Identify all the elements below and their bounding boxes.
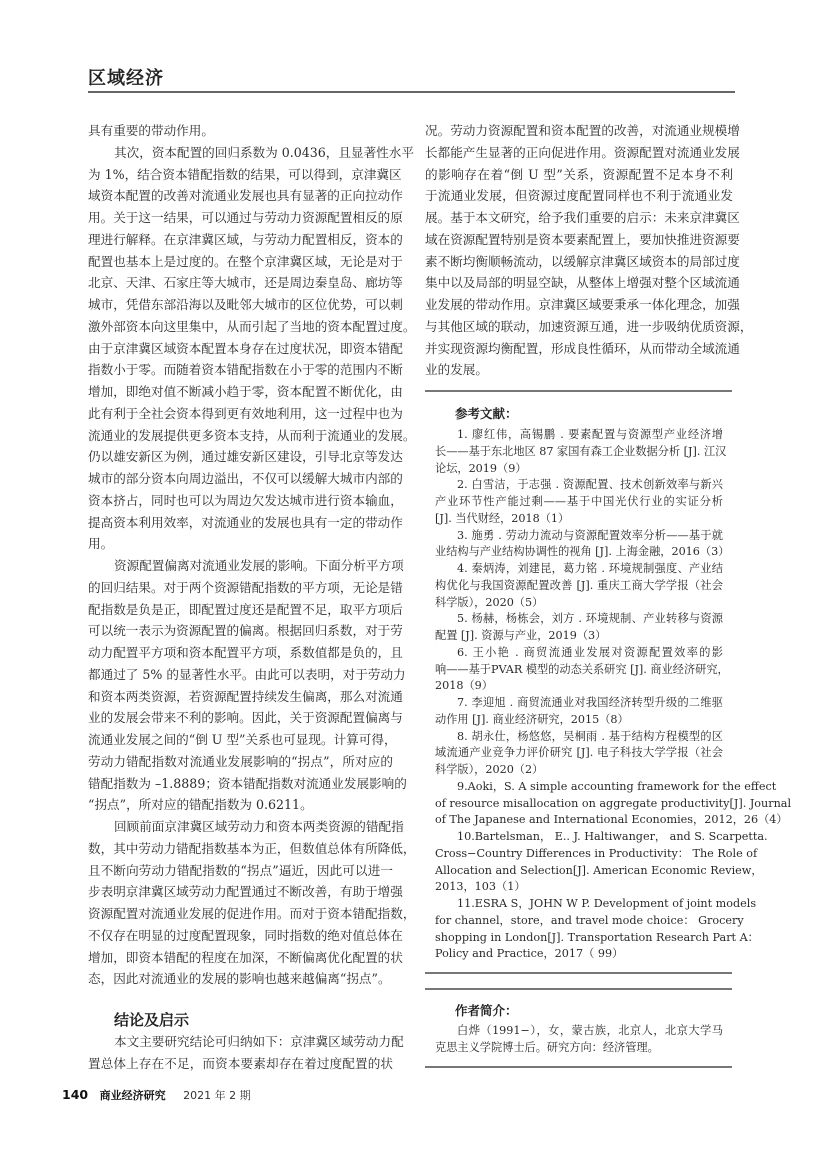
text-line: 7. 李迎旭 . 商贸流通业对我国经济转型升级的二维驱	[457, 696, 723, 709]
text-line: 配置 [J]. 资源与产业，2019（3）	[435, 629, 607, 642]
text-line: 错配指数为 –1.8889；资本错配指数对流通业发展影响的	[88, 775, 407, 791]
text-line: 白烨（1991−），女，蒙古族，北京人，北京大学马	[457, 1024, 723, 1037]
text-line: 10.Bartelsman， E.. J. Haltiwanger， and S. Scarpetta.	[457, 830, 768, 843]
reference-item	[435, 528, 730, 562]
text-line: shopping in London[J]. Transportation Research Part A：	[435, 930, 759, 944]
text-line: 由于京津冀区域资本配置本身存在过度状况，即资本错配	[88, 340, 403, 356]
text-line: Policy and Practice，2017（ 99）	[435, 947, 624, 961]
text-line: 产业环节性产能过剩——基于中国光伏行业的实证分析	[435, 495, 723, 508]
text-line: 流通业发展之间的“倒 U 型”关系也可显现。计算可得，	[88, 732, 397, 747]
conclusion-heading: 结论及启示	[114, 1011, 190, 1029]
text-line: “拐点”，所对应的错配指数为 0.6211。	[88, 797, 313, 813]
text-line: of The Japanese and International Economies，2012，26（4）	[435, 813, 788, 827]
text-line: 动作用 [J]. 商业经济研究，2015（8）	[435, 712, 629, 726]
text-line: 业结构与产业结构协调性的视角 [J]. 上海金融，2016（3）	[435, 545, 730, 559]
author-top-divider	[425, 988, 732, 990]
section-title: 区域经济	[88, 68, 164, 89]
author-bottom-divider	[425, 1066, 732, 1068]
text-line: 况。劳动力资源配置和资本配置的改善，对流通业规模增	[425, 123, 740, 138]
references-bottom-divider	[425, 972, 732, 974]
text-line: 流通业的发展提供更多资本支持，从而利于流通业的发展。	[88, 427, 416, 443]
text-line: 4. 秦炳涛，刘建昆，葛力铭 . 环境规制强度、产业结	[457, 562, 723, 575]
author-bio	[435, 1023, 723, 1057]
text-line: 劳动力错配指数对流通业发展影响的“拐点”，所对应的	[88, 753, 393, 769]
text-line: 本文主要研究结论可归纳如下：京津冀区域劳动力配	[114, 1034, 404, 1049]
text-line: 激外部资本向这里集中，从而引起了当地的资本配置过度。	[88, 318, 416, 334]
text-line: 其次，资本配置的回归系数为 0.0436，且显著性水平	[114, 144, 414, 160]
paragraph	[88, 142, 416, 555]
reference-item	[435, 896, 759, 963]
text-line: 提高资本利用效率，对流通业的发展也具有一定的带动作	[88, 514, 403, 530]
text-line: 配置也基本上是过度的。在整个京津冀区域，无论是对于	[88, 253, 403, 269]
text-line: 不仅存在明显的过度配置现象，同时指数的绝对值总体在	[88, 927, 403, 943]
text-line: 3. 施勇 . 劳动力流动与资源配置效率分析——基于就	[457, 528, 723, 542]
issue: 2021 年 2 期	[183, 1089, 251, 1102]
text-line: 仍以雄安新区为例，通过雄安新区建设，引导北京等发达	[88, 449, 403, 465]
text-line: 城市的部分资本向周边溢出，不仅可以缓解大城市内部的	[88, 471, 403, 486]
text-line: 长——基于东北地区 87 家国有森工企业数据分析 [J]. 江汉	[435, 444, 727, 458]
text-line: 11.ESRA S，JOHN W P. Development of joint models	[457, 897, 757, 910]
paragraph	[88, 816, 416, 990]
text-line: 2018（9）	[435, 679, 493, 693]
text-line: 增加，即资本错配的程度在加深，不断偏离优化配置的状	[88, 949, 403, 965]
text-line: 动力配置平方项和资本配置平方项，系数值都是负的，且	[88, 645, 403, 660]
text-line: 的影响存在着“倒 U 型”关系，资源配置不足本身不利	[425, 166, 733, 182]
references-top-divider	[425, 390, 732, 392]
reference-item	[435, 829, 768, 896]
text-line: 于流通业发展，但资源过度配置同样也不利于流通业发	[425, 188, 733, 204]
text-line: 为 1%，结合资本错配指数的结果，可以得到，京津冀区	[88, 166, 402, 182]
text-line: 域流通产业竞争力评价研究 [J]. 电子科技大学学报（社会	[435, 746, 723, 760]
text-line: 具有重要的带动作用。	[88, 123, 214, 138]
text-line: 步表明京津冀区域劳动力配置通过不断改善，有助于增强	[88, 884, 403, 900]
text-line: 数，其中劳动力错配指数基本为正，但数值总体有所降低，	[88, 840, 416, 856]
text-line: 论坛，2019（9）	[435, 461, 527, 475]
text-line: 态，因此对流通业的发展的影响也越来越偏离“拐点”。	[88, 971, 391, 987]
reference-item	[435, 477, 723, 527]
reference-item	[435, 427, 727, 477]
text-line: 9.Aoki，S. A simple accounting framework for the effect	[457, 779, 777, 793]
paragraph	[88, 555, 407, 816]
paragraph	[88, 1031, 404, 1075]
text-line: 1. 廖红伟，高锡鹏 . 要素配置与资源型产业经济增	[457, 428, 723, 441]
text-line: 资源配置偏离对流通业发展的影响。下面分析平方项	[114, 558, 404, 573]
text-line: 指数小于零。而随着资本错配指数在小于零的范围内不断	[88, 362, 403, 378]
text-line: 长都能产生显著的正向促进作用。资源配置对流通业发展	[425, 144, 740, 160]
reference-item	[435, 779, 792, 829]
text-line: Allocation and Selection[J]. American Economic Review，	[435, 863, 763, 877]
left-column	[88, 120, 416, 990]
text-line: 2013，103（1）	[435, 880, 526, 894]
reference-item	[435, 729, 723, 779]
text-line: 集中以及局部的明显空缺，从整体上增强对整个区域流通	[425, 275, 740, 291]
text-line: 展。基于本文研究，给予我们重要的启示：未来京津冀区	[425, 210, 740, 225]
text-line: 并实现资源均衡配置，形成良性循环，从而带动全域流通	[425, 340, 740, 356]
conclusion-body	[88, 1031, 404, 1075]
header-divider	[88, 91, 735, 93]
text-line: for channel，store，and travel mode choice： Grocery	[435, 913, 744, 927]
text-line: 业发展的带动作用。京津冀区域要秉承一体化理念，加强	[425, 297, 740, 312]
text-line: 置总体上存在不足，而资本要素却存在着过度配置的状	[88, 1055, 393, 1071]
reference-item	[435, 561, 723, 611]
text-line: 回顾前面京津冀区域劳动力和资本两类资源的错配指	[114, 819, 404, 834]
text-line: 域在资源配置特别是资本要素配置上，要加快推进资源要	[425, 231, 740, 247]
text-line: 科学版），2020（2）	[435, 763, 544, 776]
text-line: 增加，即绝对值不断减小趋于零，资本配置不断优化，由	[88, 384, 403, 399]
text-line: Cross−Country Differences in Productivity： The Role of	[435, 846, 758, 860]
text-line: 用。关于这一结果，可以通过与劳动力资源配置相反的原	[88, 210, 403, 225]
text-line: 配指数是负是正，即配置过度还是配置不足，取平方项后	[88, 601, 403, 617]
text-line: of resource misallocation on aggregate productivity[J]. Journal	[435, 796, 792, 810]
reference-item	[435, 611, 723, 645]
text-line: 的回归结果。对于两个资源错配指数的平方项，无论是错	[88, 579, 403, 595]
text-line: 8. 胡永仕，杨悠悠，吴桐雨 . 基于结构方程模型的区	[457, 729, 723, 743]
text-line: 响——基于PVAR 模型的动态关系研究 [J]. 商业经济研究，	[435, 662, 729, 676]
text-line: 理进行解释。在京津冀区域，与劳动力配置相反，资本的	[88, 231, 403, 247]
text-line: 克思主义学院博士后。研究方向：经济管理。	[435, 1040, 659, 1054]
journal-name: 商业经济研究	[99, 1089, 166, 1102]
text-line: 科学版），2020（5）	[435, 595, 544, 609]
page-footer	[62, 1087, 251, 1103]
text-line: 都通过了 5% 的显著性水平。由此可以表明，对于劳动力	[88, 666, 406, 682]
text-line: 和资本两类资源，若资源配置持续发生偏离，那么对流通	[88, 688, 403, 704]
text-line: 资本挤占，同时也可以为周边欠发达城市进行资本输血，	[88, 492, 403, 508]
text-line: 构优化与我国资源配置改善 [J]. 重庆工商大学学报（社会	[435, 578, 723, 592]
text-line: 业的发展。	[425, 362, 488, 378]
references-title: 参考文献：	[455, 406, 518, 421]
text-line: 北京、天津、石家庄等大城市，还是周边秦皇岛、廊坊等	[88, 275, 403, 291]
text-line: 6. 王小艳 . 商贸流通业发展对资源配置效率的影	[457, 645, 723, 659]
text-line: 业的发展会带来不利的影响。因此，关于资源配置偏离与	[88, 710, 403, 726]
text-line: 域资本配置的改善对流通业发展也具有显著的正向拉动作	[88, 188, 403, 204]
text-line: 用。	[88, 536, 114, 552]
text-line: 城市，凭借东部沿海以及毗邻大城市的区位优势，可以刺	[88, 297, 403, 312]
reference-item	[435, 695, 723, 729]
references-list	[435, 427, 792, 963]
right-column	[425, 120, 753, 381]
text-line: 且不断向劳动力错配指数的“拐点”逼近，因此可以进一	[88, 862, 393, 878]
author-title: 作者简介：	[455, 1003, 518, 1018]
text-line: 5. 杨赫，杨栋会，刘方 . 环境规制、产业转移与资源	[457, 612, 723, 626]
page-number: 140	[62, 1087, 89, 1102]
text-line: 资源配置对流通业发展的促进作用。而对于资本错配指数，	[88, 906, 416, 921]
text-line: 2. 白雪洁，于志强 . 资源配置、技术创新效率与新兴	[457, 478, 723, 492]
text-line: 此有利于全社会资本得到更有效地利用，这一过程中也为	[88, 405, 403, 421]
text-line: 与其他区域的联动，加速资源互通，进一步吸纳优质资源，	[425, 318, 753, 334]
text-line: [J]. 当代财经，2018（1）	[435, 511, 570, 525]
paragraph	[88, 120, 393, 142]
text-line: 素不断均衡顺畅流动，以缓解京津冀区域资本的局部过度	[425, 253, 740, 269]
reference-item	[435, 645, 729, 695]
paragraph	[425, 120, 753, 381]
text-line: 可以统一表示为资源配置的偏离。根据回归系数，对于劳	[88, 623, 403, 639]
